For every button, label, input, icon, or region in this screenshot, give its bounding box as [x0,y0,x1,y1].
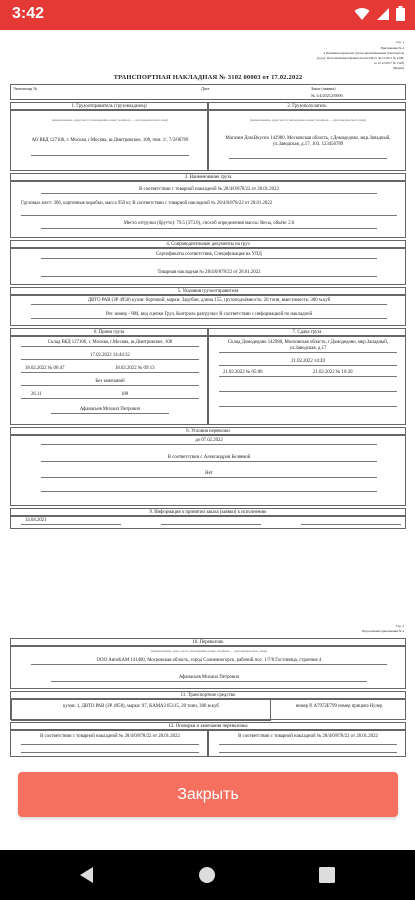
driver-conditions: В соответствии с Александров Беляевой [167,455,251,460]
navigation-bar [0,850,415,900]
section-6-header: 6. Прием груза [10,328,208,337]
section-4-header: 4. Сопроводительные документы на груз [10,240,406,249]
remarks-right: В соответствии с товарной накладной № 28/4/0/878/22 от 28.01.2022 [238,734,378,739]
recents-icon[interactable] [318,866,336,884]
section-7-header: 7. Сдача груза [208,328,406,337]
weight-a: 26.11 [31,392,42,397]
section-2-header: 2. Грузополучатель [208,102,406,111]
section-3-header: 3. Наименование груза [10,173,406,182]
documents-box [10,247,406,285]
other-conditions: Нет [205,471,213,476]
shipper-hint: (наименование, адрес места нахождения, номер телефона — для юридического лица) [51,118,169,122]
shipper-value: АО ВБД 127106, г. Москва, г.Москва, ш.Дмитровское, 108, пом. 1/, 7/3/06789 [31,138,189,143]
battery-icon [396,6,405,21]
appendix-sub-3: от 12.12.2017 № 1529) [373,61,404,65]
acceptance-datetime-1: 17.02.2022 14:44:32 [90,353,130,358]
cargo-box [10,180,406,238]
appendix-sub-1: к Правилам перевозок грузов автомобильным транспортом [323,51,404,55]
weight-b: 188 [121,392,129,397]
instructions-box [10,294,406,326]
shipper-box [10,109,208,171]
remarks-right-box [208,729,406,757]
acceptance-notes: Без замечаний [95,379,125,384]
page-2-sub: Продолжение приложения № 4 [361,629,404,633]
sign-date: 14.04.2021 [25,518,47,523]
form-label: (Форма) [392,66,404,70]
acceptance-info-box [10,515,406,529]
order-value: № 1/4/20212/0006 [311,93,343,98]
acceptance-datetime-3: 18.02.2022 № 09:13 [115,366,155,371]
document-title: ТРАНСПОРТНАЯ НАКЛАДНАЯ № 3102 00003 от 17.02.2022 [113,74,303,81]
vehicle-reg: номер Р, А7972Е799 номер прицепа Нулер [295,704,383,709]
order-label: Заказ (заявка) [311,86,336,91]
document-page-1 [10,38,406,523]
appendix-label: Приложение № 4 [380,46,404,50]
delivery-box [208,335,406,425]
acceptance-box [10,335,208,425]
section-12-header: 12. Оговорки и замечания перевозчика [10,722,406,731]
delivery-datetime-3: 21.02.2022 № 10:20 [313,370,353,375]
section-8-header: 8. Условия перевозки [10,427,406,436]
signal-icon [376,7,390,21]
instructions-value: ДВТО РАВ (ЗР 4958) кузов: бортовой, марки: Зарубин, длина 155, грузоподъёмность: 20 тонн, вместимость: 300 м.куб [87,298,331,303]
consignee-box [208,109,406,171]
vehicle-box [10,698,406,720]
cargo-value: В соответствии с товарной накладной № 28/4/0/878/22 от 28.01.2022 [139,187,279,192]
conditions-value: до 07.02.2022 [195,438,223,443]
section-5-header: 5. Указания грузоотправителя [10,287,406,296]
remarks-left-box [10,729,208,757]
document-viewer[interactable] [0,30,415,790]
status-bar [0,0,415,30]
appendix-sub-2: (в ред. Постановления Правительства РФ от 30.12.2011 № 1208, [317,56,404,60]
consignee-hint: (наименование, адрес места нахождения, номер телефона — для юридического лица) [249,118,367,122]
close-button[interactable]: Закрыть [18,772,398,817]
page-1-label: Стр. 1 [395,40,404,44]
acceptance-datetime-2: 18.02.2022 № 06:47 [25,366,65,371]
instructions-value-2: Рег. номер - ЧМ, вид сцепки Груз, Контроль разгрузки: В соответствии с информацией по накладной [105,312,313,317]
cargo-description: Грузовых мест: 306, картонные коробки, масса 950 кг, В соответствии с товарной накладной № 28/4/0/878/22 от 28.01.2022 [21,201,273,206]
close-button-container [18,772,398,817]
carrier-box [10,645,406,689]
documents-value: Сертификаты соответствия, Спецификация на УПД [156,252,262,257]
driver-name: Афанасьев Михаил Петрович [79,407,141,412]
home-icon[interactable] [198,866,216,884]
vehicle-value: кузов: 1, ДВТО РАВ (ЗР 4958), марки: 97, КАМАЗ 65115, 20 тонн, 300 м.куб [63,704,219,709]
carrier-value: ООО АвтоКАМ 141400, Московская область, город Солнечногорск, рабочий пос. 1/7/8 Гостиница, строение 4 [96,658,322,663]
back-icon[interactable] [78,866,96,884]
invoice-value: Товарная накладная № 28/4/0/878/22 от 28.01.2022 [157,270,261,275]
date-label: Дата [201,86,210,91]
wifi-icon [354,7,370,21]
acceptance-address: Склад ВБД 127106, г. Москва, г.Москва, ш.Дмитровское, 108 [47,340,173,345]
conditions-box [10,434,406,506]
delivery-address: Склад Домодедово 142980, Московская область, г.Домодедово, мкр.Западный, ул.Заводская, д.17 [227,340,389,351]
section-9-header: 9. Информация о принятии заказа (заявки) к исполнению [10,508,406,517]
section-11-header: 11. Транспортное средство [10,691,406,700]
document-page-2 [10,622,406,760]
delivery-datetime-2: 21.02.2022 № 05:00 [223,370,263,375]
page-2-label: Стр. 2 [395,624,404,628]
section-10-header: 10. Перевозчик [10,638,406,647]
status-time: 3:42 [12,5,45,22]
remarks-left: В соответствии с товарной накладной № 28/4/0/878/22 от 28.01.2022 [40,734,180,739]
places-value: Место отгрузки (брутто): 79.5 (373.6), способ определения массы: Весы, объём: 2.0 [123,221,295,226]
copy-label: Экземпляр № [13,86,38,91]
section-1-header: 1. Грузоотправитель (грузовладелец) [10,102,208,111]
carrier-hint: (наименование, адрес места нахождения, номер телефона — для юридического лица) [150,649,268,653]
carrier-driver: Афанасьев Михаил Петрович [178,675,240,680]
header-table [10,84,406,100]
consignee-value: Магазин Дом.Вкусно 142980, Московская область, г.Домодедово, мкр.Западный, ул.Заводская, д.17, 103, 123456789 [225,136,391,147]
delivery-datetime-1: 21.02.2022 14:20 [291,359,325,364]
